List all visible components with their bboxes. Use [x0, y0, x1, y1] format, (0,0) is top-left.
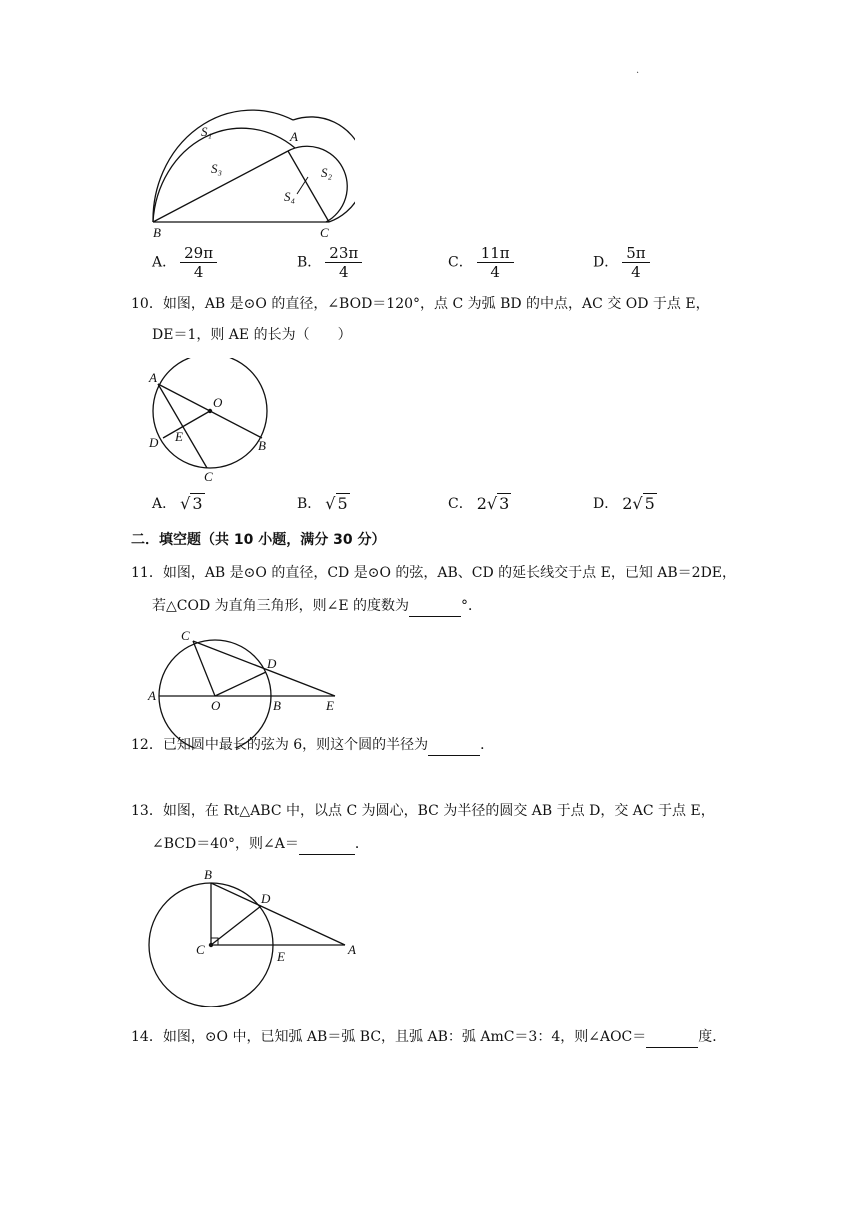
label-s4: S₄ — [284, 189, 296, 204]
fraction: $\frac{5\pi}{4}$ — [622, 245, 649, 280]
q10-text-line1: 10．如图，AB 是⊙O 的直径，∠BOD＝120°，点 C 为弧 BD 的中点，AC 交 OD 于点 E， — [131, 296, 710, 312]
label-c: C — [320, 225, 329, 240]
q11-text-line1: 11．如图，AB 是⊙O 的直径，CD 是⊙O 的弦，AB、CD 的延长线交于点 E，已知 AB＝2DE， — [131, 565, 737, 581]
label-d: D — [261, 891, 271, 906]
fraction: $\frac{23\pi}{4}$ — [325, 245, 362, 280]
q9-option-a[interactable]: A． $\frac{29\pi}{4}$ — [152, 245, 217, 280]
label-e: E — [277, 949, 285, 964]
q11-figure — [145, 626, 345, 752]
fraction: $\frac{11\pi}{4}$ — [477, 245, 514, 280]
label-a: A — [290, 129, 298, 144]
radical: √ 5 — [325, 494, 348, 513]
q10-option-c[interactable]: C． 2√ 3 — [448, 494, 510, 513]
q10-option-b[interactable]: B． √ 5 — [297, 494, 348, 513]
radical: √ 3 — [180, 494, 203, 513]
q13-text-line1: 13．如图，在 Rt△ABC 中，以点 C 为圆心，BC 为半径的圆交 AB 于点 D，交 AC 于点 E， — [131, 803, 715, 819]
q9-option-d[interactable]: D． $\frac{5\pi}{4}$ — [593, 245, 650, 280]
q10-text-line2: DE＝1，则 AE 的长为（ ） — [152, 327, 352, 343]
label-c: C — [204, 469, 213, 484]
q9-figure — [145, 105, 355, 244]
answer-blank[interactable] — [299, 834, 355, 855]
label-c: C — [196, 942, 205, 957]
q14-text: 14．如图，⊙O 中，已知弧 AB＝弧 BC，且弧 AB：弧 AmC＝3：4，则∠AOC＝ 度． — [131, 1027, 726, 1048]
label-d: D — [267, 656, 277, 671]
label-a: A — [149, 370, 157, 385]
fraction: $\frac{29\pi}{4}$ — [180, 245, 217, 280]
label-b: B — [153, 225, 161, 240]
q9-option-c[interactable]: C． $\frac{11\pi}{4}$ — [448, 245, 514, 280]
q10-option-d[interactable]: D． 2√ 5 — [593, 494, 655, 513]
label-b: B — [258, 438, 266, 453]
label-s3: S₃ — [211, 161, 223, 176]
q11-text-line2: 若△COD 为直角三角形，则∠E 的度数为 °． — [152, 596, 482, 617]
label-s2: S₂ — [321, 165, 333, 180]
q10-option-a[interactable]: A． √ 3 — [152, 494, 203, 513]
q13-figure — [145, 862, 365, 1011]
label-a: A — [348, 942, 356, 957]
answer-blank[interactable] — [409, 596, 461, 617]
radical: 2√ 5 — [622, 494, 655, 513]
label-o: O — [213, 395, 223, 410]
q10-figure — [145, 358, 275, 490]
q12-text: 12．已知圆中最长的弦为 6，则这个圆的半径为 ． — [131, 735, 494, 756]
q13-text-line2: ∠BCD＝40°，则∠A＝ ． — [152, 834, 369, 855]
label-a: A — [148, 688, 156, 703]
section-title: 二．填空题（共 10 小题，满分 30 分） — [131, 532, 386, 548]
page-mark: · — [636, 68, 640, 79]
label-e: E — [175, 429, 183, 444]
answer-blank[interactable] — [646, 1027, 698, 1048]
label-c: C — [181, 628, 190, 643]
label-b: B — [204, 867, 212, 882]
radical: 2√ 3 — [476, 494, 510, 513]
label-s1: S₁ — [201, 124, 213, 139]
label-o: O — [211, 698, 221, 713]
label-d: D — [149, 435, 159, 450]
q9-option-b[interactable]: B． $\frac{23\pi}{4}$ — [297, 245, 362, 280]
answer-blank[interactable] — [428, 735, 480, 756]
label-b: B — [273, 698, 281, 713]
label-e: E — [326, 698, 334, 713]
